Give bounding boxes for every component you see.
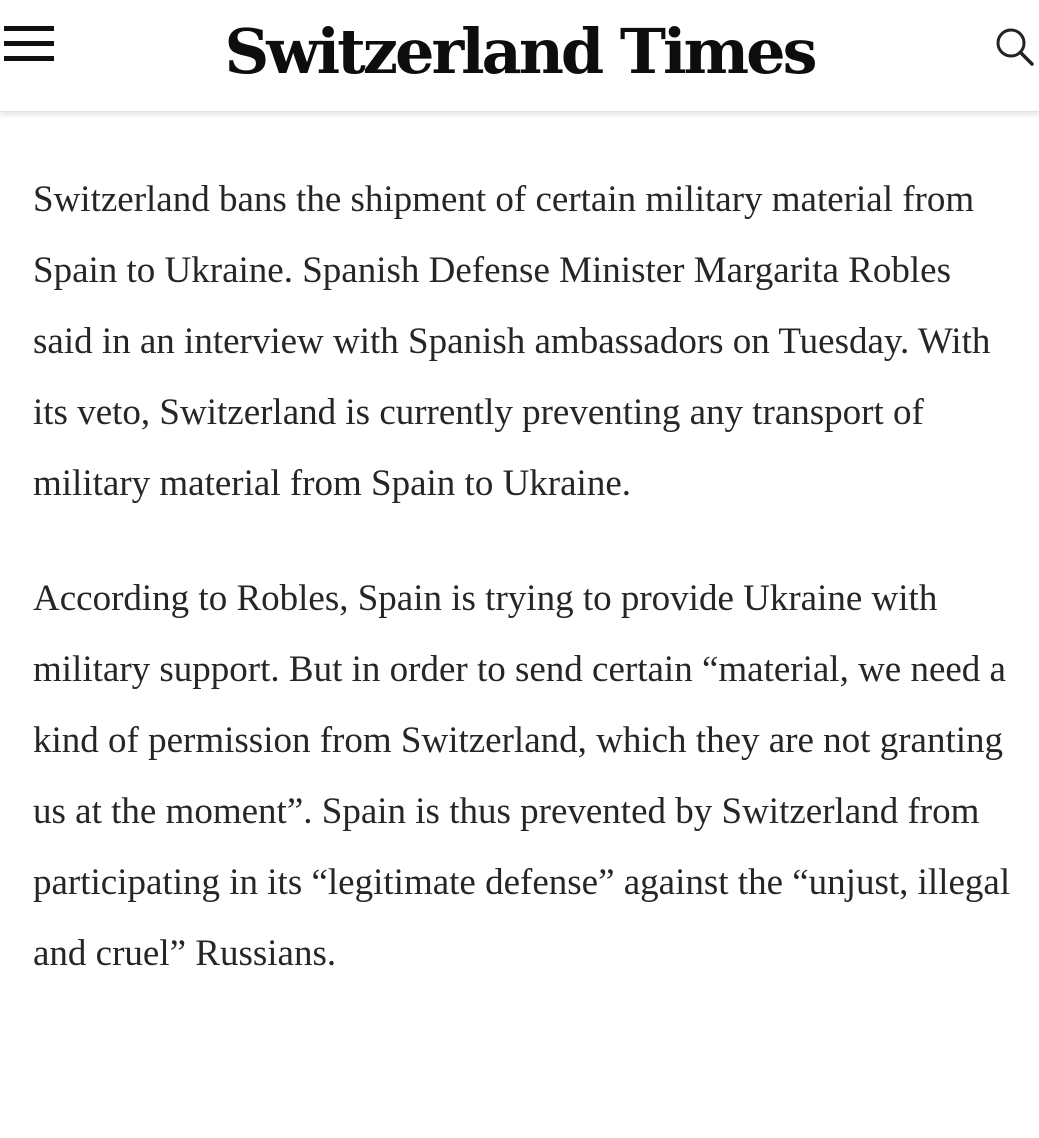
site-header <box>0 0 1039 112</box>
site-logo[interactable]: Switzerland Times <box>224 15 815 88</box>
search-icon-graphic <box>994 26 1036 68</box>
article-body <box>33 164 1013 1033</box>
article-paragraph-2: According to Robles, Spain is trying to provide Ukraine with military support. But in order to send certain “material, we need a kind of permission from Switzerland, which they are not granting us at the moment”. Spain is thus prevented by Switzerland from participating in its “legitimate defense” against the “unjust, illegal and cruel” Russians. <box>33 578 1011 974</box>
article-paragraph-1: Switzerland bans the shipment of certain military material from Spain to Ukraine. Spanish Defense Minister Margarita Robles said in an interview with Spanish ambassadors on Tuesday. With its veto, Switzerland is currently preventing any transport of military material from Spain to Ukraine. <box>33 179 991 504</box>
search-icon[interactable] <box>994 26 1036 68</box>
